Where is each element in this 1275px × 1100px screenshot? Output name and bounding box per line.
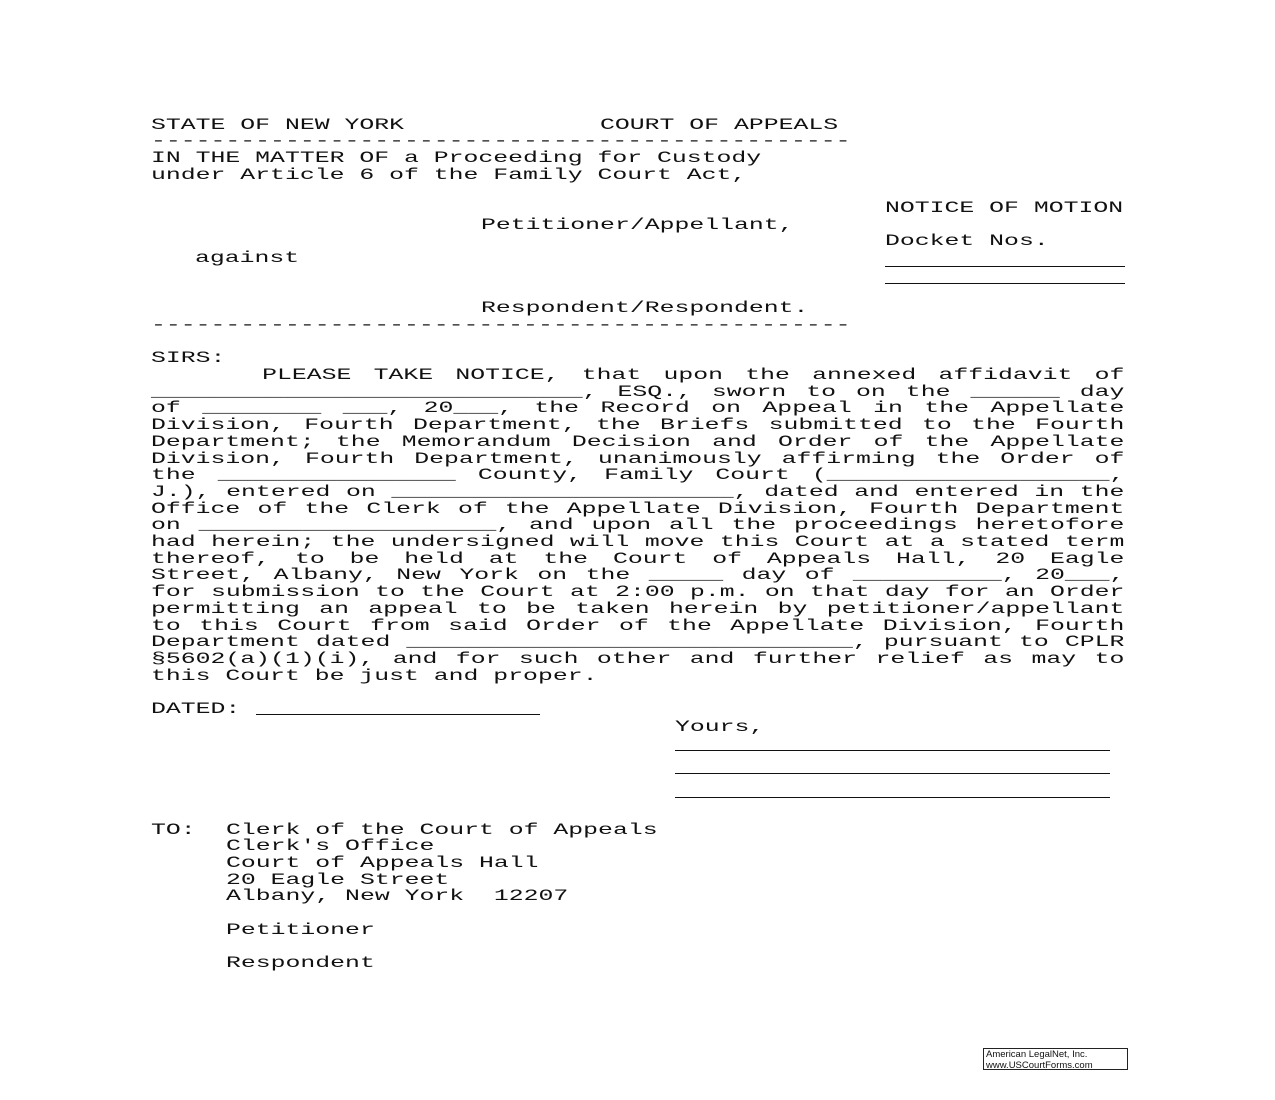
caption-divider-top: -----------------------------------------------	[151, 132, 851, 150]
to-petitioner: Petitioner	[226, 921, 375, 939]
publisher-stamp	[983, 1048, 1128, 1070]
docket-label: Docket Nos.	[885, 232, 1049, 250]
matter-line-2: under Article 6 of the Family Court Act,	[151, 166, 747, 184]
salutation: SIRS:	[151, 349, 226, 367]
body-line: §5602(a)(1)(i), and for such other and further relief as may to	[151, 649, 1125, 668]
body-line: thereof, to be held at the Court of Appeals Hall, 20 Eagle	[151, 549, 1125, 568]
body-line: Street, Albany, New York on the _____ day of __________, 20___,	[151, 566, 1125, 585]
body-line: for submission to the Court at 2:00 p.m. on that day for an Order	[151, 583, 1125, 602]
address-line: Albany, New York 12207	[226, 887, 569, 905]
matter-line-1: IN THE MATTER OF a Proceeding for Custody	[151, 149, 762, 167]
caption-divider-bottom: -----------------------------------------------	[151, 316, 851, 334]
body-line: Department dated ______________________________, pursuant to CPLR	[151, 633, 1125, 652]
body-line: permitting an appeal to be taken herein by petitioner/appellant	[151, 599, 1125, 618]
body-line: _____________________________, ESQ., sworn to on the ______ day	[151, 382, 1125, 401]
petitioner-label: Petitioner/Appellant,	[481, 216, 794, 234]
body-line: had herein; the undersigned will move this Court at a stated term	[151, 533, 1125, 551]
body-line: Department; the Memorandum Decision and Order of the Appellate	[151, 432, 1125, 451]
dated-label: DATED:	[151, 700, 241, 718]
against-label: against	[195, 249, 300, 267]
docket-blank-2	[885, 283, 1125, 284]
court-heading: COURT OF APPEALS	[600, 116, 839, 134]
body-line: Office of the Clerk of the Appellate Division, Fourth Department	[151, 499, 1125, 518]
state-heading: STATE OF NEW YORK	[151, 116, 405, 134]
signature-line-1	[675, 750, 1110, 751]
address-line: Court of Appeals Hall	[226, 854, 539, 872]
body-line: to this Court from said Order of the Appellate Division, Fourth	[151, 616, 1125, 635]
signature-line-3	[675, 797, 1110, 798]
closing-yours: Yours,	[675, 718, 765, 736]
body-line: of ________ ___, 20___, the Record on Appeal in the Appellate	[151, 399, 1125, 418]
body-line: Division, Fourth Department, unanimously affirming the Order of	[151, 449, 1125, 468]
body-line: this Court be just and proper.	[151, 666, 598, 685]
signature-line-2	[675, 773, 1110, 774]
to-respondent: Respondent	[226, 954, 375, 972]
docket-blank-1	[885, 266, 1125, 267]
to-label: TO:	[151, 821, 196, 839]
stamp-line-1: American LegalNet, Inc.	[986, 1049, 1088, 1060]
address-line: Clerk's Office	[226, 837, 435, 855]
respondent-label: Respondent/Respondent.	[481, 299, 809, 317]
document-title: NOTICE OF MOTION	[885, 199, 1124, 217]
address-line: Clerk of the Court of Appeals	[226, 821, 658, 839]
body-line: on ____________________, and upon all the proceedings heretofore	[151, 516, 1125, 535]
body-line: J.), entered on _______________________, dated and entered in the	[151, 482, 1125, 501]
address-line: 20 Eagle Street	[226, 871, 450, 889]
body-line: Division, Fourth Department, the Briefs submitted to the Fourth	[151, 416, 1125, 435]
dated-blank	[256, 714, 540, 715]
body-line: PLEASE TAKE NOTICE, that upon the annexed affidavit of	[151, 366, 1125, 384]
stamp-line-2: www.USCourtForms.com	[986, 1059, 1093, 1071]
body-line: the ________________ County, Family Court (___________________,	[151, 466, 1125, 485]
